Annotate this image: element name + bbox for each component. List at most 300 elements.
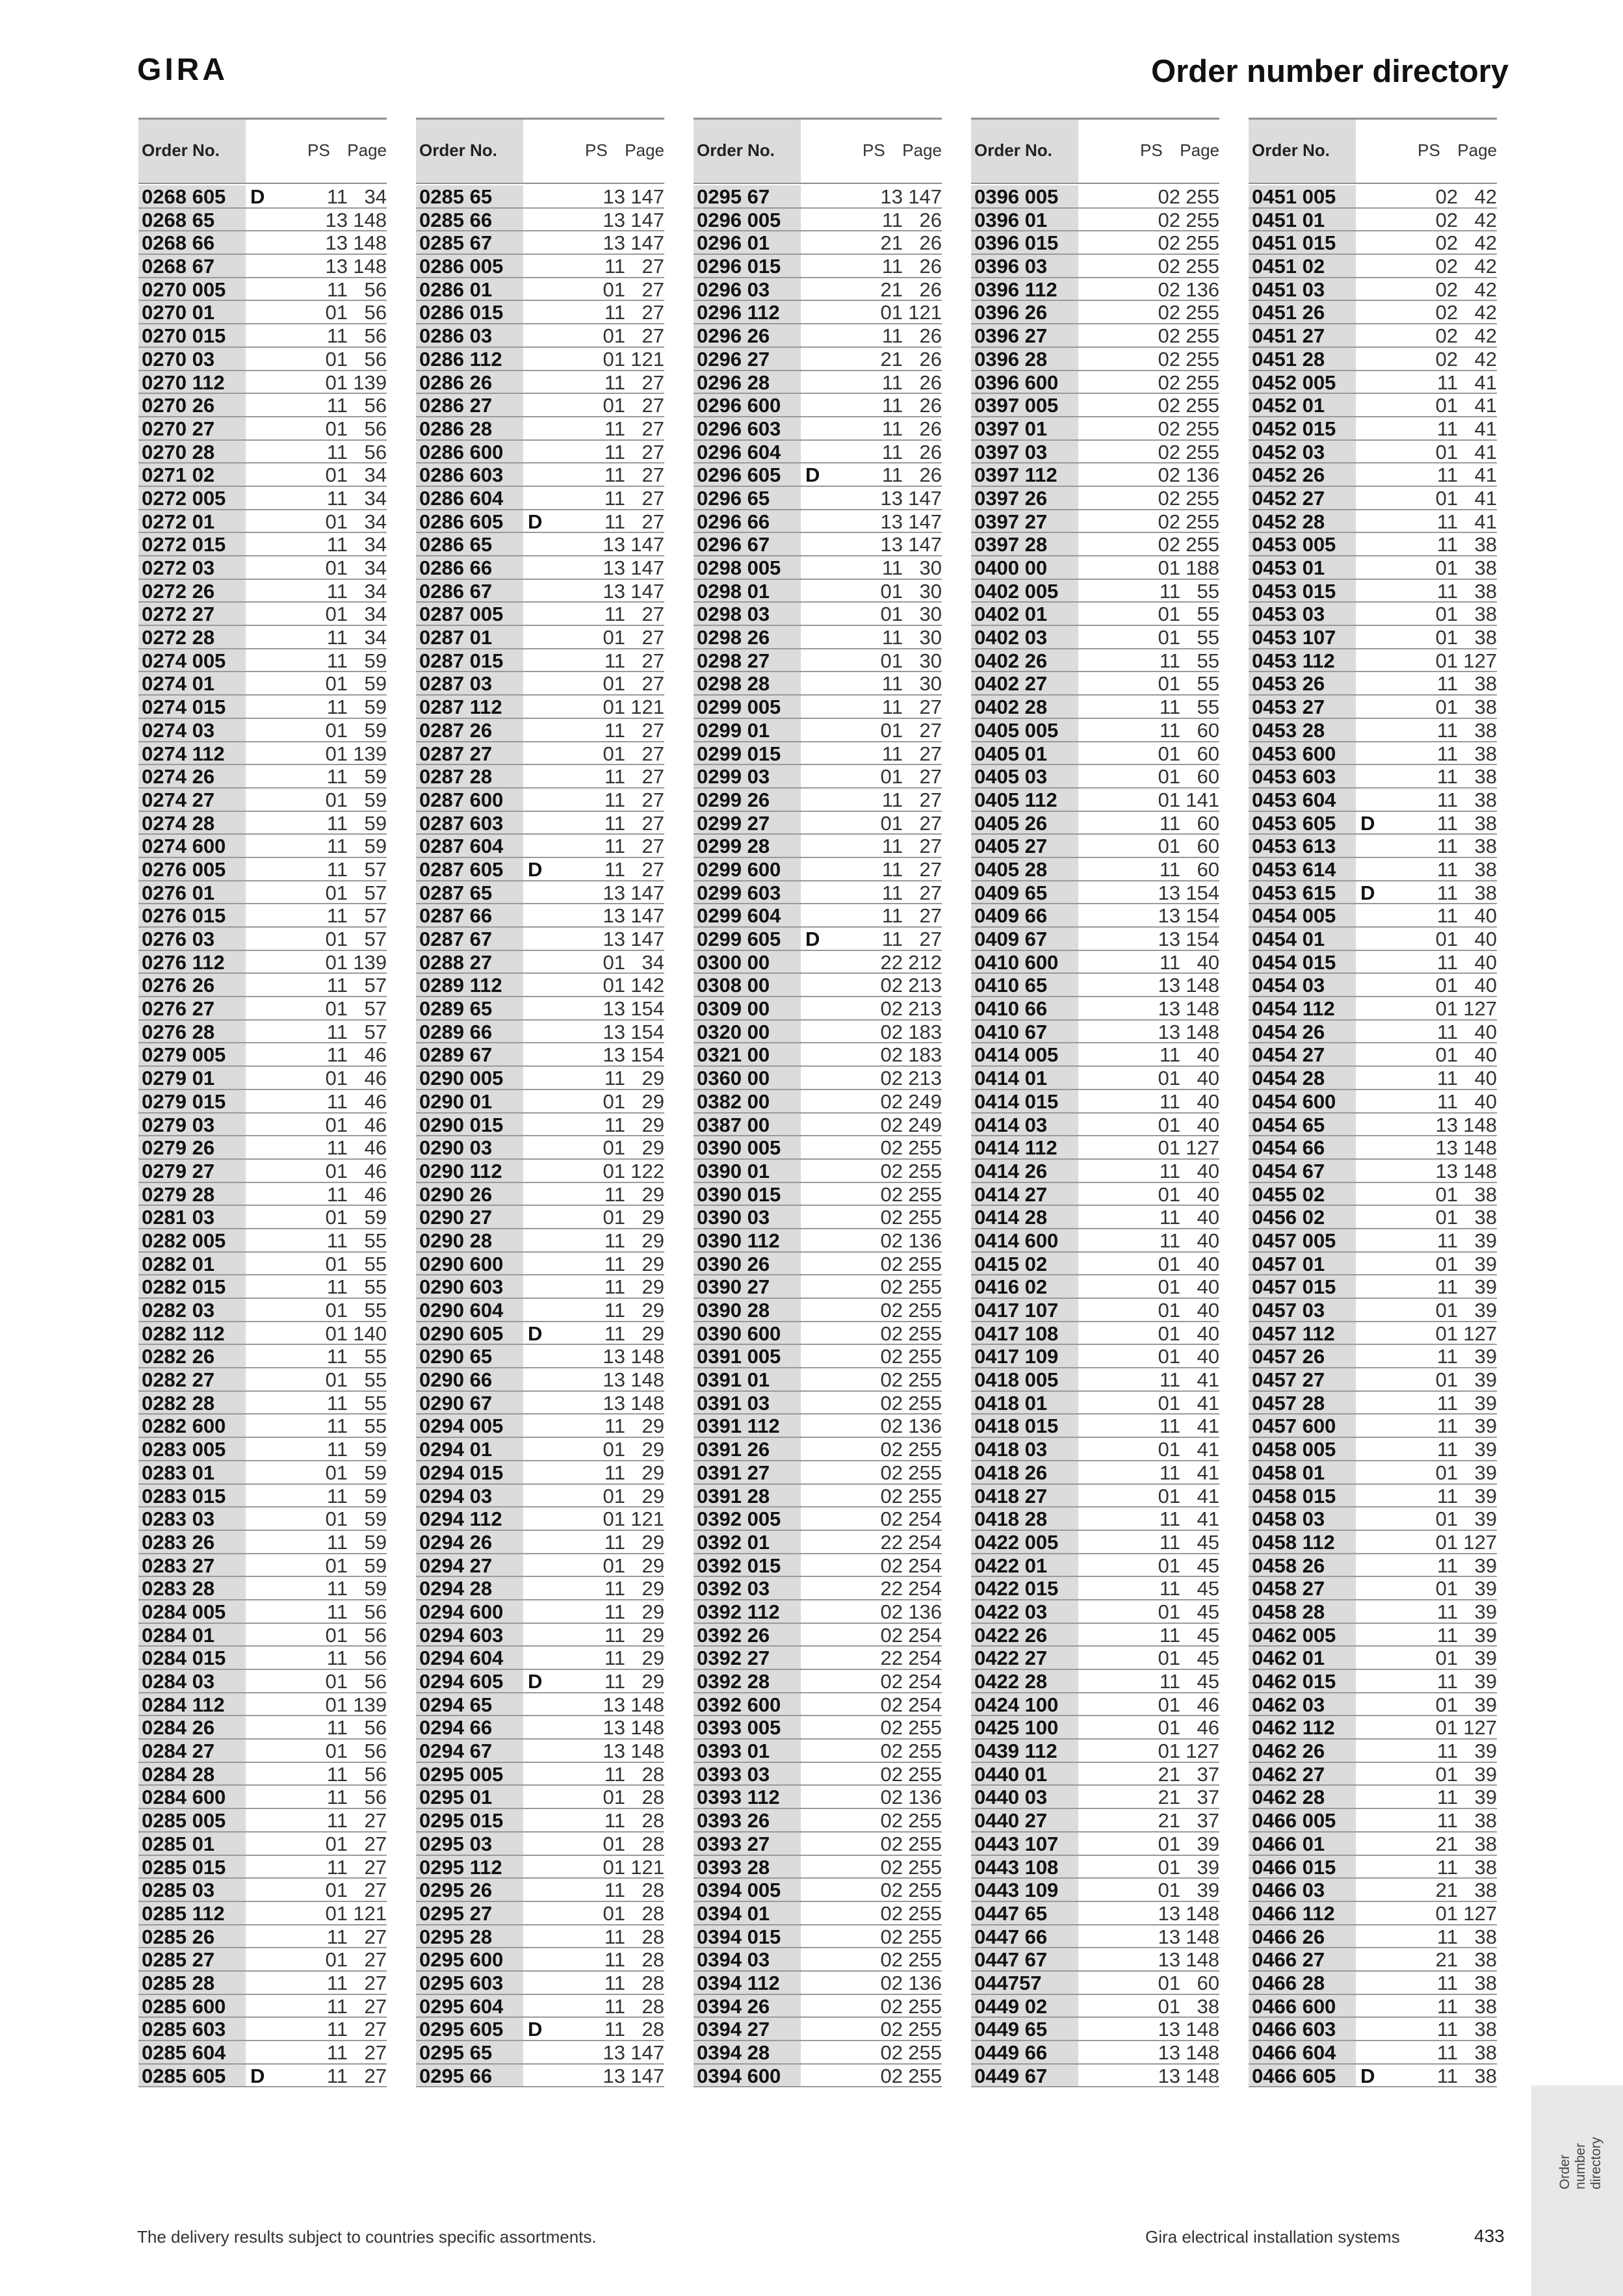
page-ref: 30 xyxy=(919,672,942,696)
page-ref: 28 xyxy=(642,2018,664,2041)
order-number: 0295 112 xyxy=(416,1856,523,1878)
table-row xyxy=(416,1485,664,1508)
page-ref: 55 xyxy=(364,1229,387,1252)
page-ref: 29 xyxy=(642,1322,664,1345)
page-ref: 148 xyxy=(1186,1925,1219,1948)
order-number: 0279 28 xyxy=(138,1183,246,1205)
packaging-size: 11 xyxy=(326,1809,348,1833)
table-row xyxy=(971,997,1219,1021)
order-number: 0453 28 xyxy=(1249,719,1356,741)
table-row xyxy=(971,1322,1219,1346)
page-ref: 254 xyxy=(908,1693,942,1716)
page-ref: 40 xyxy=(1197,1067,1219,1090)
packaging-size: 11 xyxy=(881,696,903,719)
table-row xyxy=(416,1345,664,1368)
table-row xyxy=(416,2041,664,2065)
order-number: 0309 00 xyxy=(694,997,801,1019)
page-ref: 27 xyxy=(642,301,664,324)
page-ref: 28 xyxy=(642,1948,664,1972)
packaging-size: 21 xyxy=(1158,1786,1180,1809)
page-ref: 154 xyxy=(1186,881,1219,904)
table-row xyxy=(1249,1275,1497,1299)
page-ref: 59 xyxy=(364,649,387,672)
page-ref: 27 xyxy=(642,486,664,510)
table-row xyxy=(971,417,1219,441)
page-ref: 26 xyxy=(919,417,942,440)
order-number: 0290 600 xyxy=(416,1253,523,1275)
packaging-size: 11 xyxy=(604,1415,625,1438)
packaging-size: 02 xyxy=(1158,394,1180,417)
packaging-size: 02 xyxy=(880,1740,903,1763)
table-row xyxy=(138,1021,387,1044)
packaging-size: 11 xyxy=(326,974,348,997)
column-header xyxy=(971,118,1219,184)
table-row xyxy=(971,278,1219,302)
packaging-size: 11 xyxy=(1436,1670,1458,1693)
order-number: 0286 26 xyxy=(416,371,523,393)
order-number: 0294 01 xyxy=(416,1438,523,1460)
order-number: 0455 02 xyxy=(1249,1183,1356,1205)
order-number: 0274 005 xyxy=(138,649,246,672)
page-ref: 55 xyxy=(364,1391,387,1415)
page-ref: 27 xyxy=(642,672,664,696)
order-number: 0276 015 xyxy=(138,904,246,926)
page-ref: 29 xyxy=(642,1577,664,1600)
table-row xyxy=(1249,1670,1497,1693)
packaging-size: 11 xyxy=(1159,1159,1180,1182)
page-ref: 136 xyxy=(908,1415,942,1438)
table-row xyxy=(138,1647,387,1670)
order-number: 0391 005 xyxy=(694,1345,801,1367)
order-number: 0268 605 xyxy=(138,185,246,207)
packaging-size: 11 xyxy=(326,1345,348,1368)
page-ref: 255 xyxy=(908,1299,942,1322)
packaging-size: 11 xyxy=(604,835,625,858)
order-number: 0458 27 xyxy=(1249,1577,1356,1599)
page-ref: 139 xyxy=(353,742,387,765)
order-number: 0405 005 xyxy=(971,719,1078,741)
page-ref: 40 xyxy=(1197,1089,1219,1113)
order-number: 0283 26 xyxy=(138,1531,246,1553)
order-number: 0392 112 xyxy=(694,1600,801,1623)
order-number: 0286 604 xyxy=(416,487,523,509)
table-row xyxy=(1249,1716,1497,1740)
order-number: 0284 28 xyxy=(138,1763,246,1785)
order-number: 0394 015 xyxy=(694,1925,801,1948)
page-ref: 38 xyxy=(1474,1832,1497,1855)
order-number: 0276 28 xyxy=(138,1021,246,1043)
packaging-size: 11 xyxy=(326,324,348,348)
table-row xyxy=(138,1902,387,1925)
table-row xyxy=(694,1136,942,1160)
packaging-size: 11 xyxy=(326,835,348,858)
table-row xyxy=(971,1136,1219,1160)
page-ref: 136 xyxy=(908,1971,942,1994)
table-row xyxy=(1249,789,1497,812)
page-ref: 46 xyxy=(364,1067,387,1090)
page-ref: 46 xyxy=(1197,1693,1219,1716)
packaging-size: 01 xyxy=(1158,1994,1180,2018)
packaging-size: 01 xyxy=(325,718,348,742)
table-row xyxy=(416,1995,664,2018)
table-row xyxy=(971,1624,1219,1647)
table-row xyxy=(971,1902,1219,1925)
table-row xyxy=(416,324,664,348)
packaging-size: 02 xyxy=(880,1971,903,1994)
packaging-size: 02 xyxy=(1435,255,1458,278)
packaging-size: 11 xyxy=(326,696,348,719)
design-flag: D xyxy=(528,857,543,881)
order-number: 0296 01 xyxy=(694,231,801,254)
page-ref: 154 xyxy=(1186,904,1219,928)
table-row xyxy=(694,301,942,324)
order-number: 0451 005 xyxy=(1249,185,1356,207)
table-row xyxy=(138,301,387,324)
page-ref: 40 xyxy=(1474,974,1497,997)
packaging-size: 01 xyxy=(325,510,348,533)
order-number: 0417 107 xyxy=(971,1299,1078,1321)
table-row xyxy=(694,1948,942,1972)
page-ref: 45 xyxy=(1197,1623,1219,1647)
packaging-size: 11 xyxy=(604,603,625,626)
order-number: 0287 65 xyxy=(416,881,523,904)
order-number: 0282 01 xyxy=(138,1253,246,1275)
page-ref: 39 xyxy=(1474,1554,1497,1577)
packaging-size: 01 xyxy=(1158,603,1180,626)
page-ref: 57 xyxy=(364,1020,387,1043)
packaging-size: 01 xyxy=(325,1901,348,1925)
order-number: 0418 27 xyxy=(971,1485,1078,1507)
packaging-size: 01 xyxy=(603,1136,625,1160)
order-number: 0294 67 xyxy=(416,1740,523,1762)
page-ref: 148 xyxy=(1186,1948,1219,1972)
packaging-size: 11 xyxy=(1436,579,1458,603)
packaging-size: 13 xyxy=(603,2041,625,2064)
page-ref: 55 xyxy=(364,1275,387,1299)
page-ref: 30 xyxy=(919,626,942,649)
table-row xyxy=(416,974,664,997)
page-ref: 38 xyxy=(1474,742,1497,765)
page-ref: 38 xyxy=(1474,556,1497,579)
order-number: 0394 27 xyxy=(694,2018,801,2040)
order-number: 0457 03 xyxy=(1249,1299,1356,1321)
order-number: 0466 605 xyxy=(1249,2065,1356,2087)
order-number: 0285 603 xyxy=(138,2018,246,2040)
table-row xyxy=(416,1253,664,1276)
order-number: 0282 600 xyxy=(138,1415,246,1437)
packaging-size: 11 xyxy=(604,463,625,487)
page-ref: 38 xyxy=(1474,579,1497,603)
table-row xyxy=(416,1021,664,1044)
order-number: 0410 600 xyxy=(971,951,1078,973)
packaging-size: 11 xyxy=(604,1623,625,1647)
packaging-size: 11 xyxy=(604,718,625,742)
table-row xyxy=(971,2041,1219,2065)
table-column xyxy=(138,118,387,2087)
table-row xyxy=(694,765,942,789)
packaging-size: 01 xyxy=(325,371,348,394)
table-row xyxy=(1249,1786,1497,1809)
order-number: 0452 26 xyxy=(1249,463,1356,486)
page-ref: 26 xyxy=(919,440,942,463)
order-number: 0299 26 xyxy=(694,789,801,811)
page-ref: 45 xyxy=(1197,1647,1219,1670)
order-number: 0274 112 xyxy=(138,742,246,764)
page-ref: 55 xyxy=(1197,603,1219,626)
page-ref: 148 xyxy=(630,1368,664,1392)
order-number: 0402 01 xyxy=(971,603,1078,625)
order-number: 0451 015 xyxy=(1249,231,1356,254)
design-flag: D xyxy=(250,185,265,208)
table-row xyxy=(138,1786,387,1809)
table-row xyxy=(694,231,942,255)
table-row xyxy=(694,1322,942,1346)
table-row xyxy=(138,1392,387,1415)
table-row xyxy=(138,812,387,835)
packaging-size: 01 xyxy=(1435,626,1458,649)
order-number: 0396 600 xyxy=(971,371,1078,393)
order-number: 0270 03 xyxy=(138,348,246,370)
table-row xyxy=(1249,1438,1497,1461)
packaging-size: 11 xyxy=(1159,1670,1180,1693)
order-number: 0294 27 xyxy=(416,1554,523,1576)
table-row xyxy=(416,1531,664,1554)
packaging-size: 02 xyxy=(880,1716,903,1740)
page-ref: 183 xyxy=(908,1043,942,1067)
page-ref: 41 xyxy=(1197,1484,1219,1507)
packaging-size: 02 xyxy=(880,1484,903,1507)
page-ref: 255 xyxy=(908,1461,942,1484)
packaging-size: 01 xyxy=(325,1368,348,1392)
table-row xyxy=(416,510,664,534)
page-ref: 60 xyxy=(1197,718,1219,742)
table-row xyxy=(416,533,664,556)
order-number: 0391 28 xyxy=(694,1485,801,1507)
table-row xyxy=(694,2065,942,2088)
order-number: 0453 005 xyxy=(1249,533,1356,555)
table-row xyxy=(1249,324,1497,348)
order-number: 0294 600 xyxy=(416,1600,523,1623)
packaging-size: 01 xyxy=(1435,1901,1458,1925)
table-row xyxy=(694,1693,942,1717)
page-ref: 255 xyxy=(1186,301,1219,324)
packaging-size: 01 xyxy=(1158,1182,1180,1206)
packaging-size: 01 xyxy=(1158,1693,1180,1716)
packaging-size: 11 xyxy=(881,255,903,278)
order-number: 0397 01 xyxy=(971,417,1078,439)
table-row xyxy=(1249,1183,1497,1207)
order-number: 0458 005 xyxy=(1249,1438,1356,1460)
table-row xyxy=(971,348,1219,371)
page-ref: 27 xyxy=(919,718,942,742)
order-number: 0290 28 xyxy=(416,1229,523,1251)
page-ref: 45 xyxy=(1197,1577,1219,1600)
table-row xyxy=(138,1183,387,1207)
table-row xyxy=(416,649,664,673)
page-ref: 56 xyxy=(364,1716,387,1740)
page-ref: 28 xyxy=(642,1809,664,1833)
order-number: 0466 27 xyxy=(1249,1948,1356,1970)
order-number: 0447 67 xyxy=(971,1948,1078,1970)
packaging-size: 02 xyxy=(880,1415,903,1438)
page-ref: 27 xyxy=(919,811,942,835)
table-row xyxy=(694,719,942,742)
page-ref: 38 xyxy=(1474,1809,1497,1833)
packaging-size: 13 xyxy=(603,928,625,950)
page-ref: 41 xyxy=(1197,1438,1219,1461)
page-ref: 40 xyxy=(1474,1089,1497,1113)
page-ref: 46 xyxy=(364,1043,387,1067)
page-ref: 26 xyxy=(919,208,942,231)
table-row xyxy=(138,1485,387,1508)
packaging-size: 11 xyxy=(1159,1206,1180,1229)
page-ref: 39 xyxy=(1197,1855,1219,1879)
page-ref: 46 xyxy=(364,1159,387,1182)
order-number: 0397 005 xyxy=(971,394,1078,416)
page-ref: 127 xyxy=(1463,1322,1497,1345)
packaging-size: 13 xyxy=(603,997,625,1021)
table-row xyxy=(416,1925,664,1949)
table-row xyxy=(138,1763,387,1786)
page-ref: 40 xyxy=(1474,928,1497,950)
page-ref: 38 xyxy=(1474,533,1497,556)
order-number: 0405 01 xyxy=(971,742,1078,764)
order-number: 0295 005 xyxy=(416,1763,523,1785)
page-ref: 38 xyxy=(1474,881,1497,904)
order-number: 0284 26 xyxy=(138,1716,246,1738)
packaging-size: 01 xyxy=(325,1693,348,1716)
packaging-size: 01 xyxy=(1435,1762,1458,1786)
packaging-size: 02 xyxy=(1158,486,1180,510)
packaging-size: 01 xyxy=(325,417,348,440)
page-ref: 27 xyxy=(642,463,664,487)
page-ref: 27 xyxy=(919,765,942,789)
packaging-size: 02 xyxy=(1435,301,1458,324)
page-ref: 255 xyxy=(1186,185,1219,208)
packaging-size: 11 xyxy=(881,440,903,463)
page-ref: 42 xyxy=(1474,278,1497,301)
table-row xyxy=(694,580,942,603)
packaging-size: 02 xyxy=(1158,185,1180,208)
footer-note: The delivery results subject to countries specific assortments. xyxy=(137,2227,597,2247)
packaging-size: 01 xyxy=(1158,1391,1180,1415)
order-number: 0410 65 xyxy=(971,974,1078,996)
table-row xyxy=(971,1670,1219,1693)
table-row xyxy=(971,603,1219,626)
table-row xyxy=(416,1693,664,1717)
design-flag: D xyxy=(250,2064,265,2087)
table-row xyxy=(138,348,387,371)
order-number: 0287 603 xyxy=(416,812,523,834)
table-row xyxy=(971,904,1219,928)
order-number: 0290 604 xyxy=(416,1299,523,1321)
order-number: 0299 01 xyxy=(694,719,801,741)
packaging-size: 11 xyxy=(604,301,625,324)
order-number: 0299 005 xyxy=(694,696,801,718)
page-ref: 29 xyxy=(642,1182,664,1206)
order-number: 0452 03 xyxy=(1249,441,1356,463)
packaging-size: 01 xyxy=(880,579,903,603)
order-number: 0462 28 xyxy=(1249,1786,1356,1808)
order-number: 0287 66 xyxy=(416,904,523,926)
page-ref: 46 xyxy=(364,1113,387,1136)
column-header xyxy=(138,118,387,184)
page-ref: 148 xyxy=(630,1740,664,1763)
order-number: 0284 600 xyxy=(138,1786,246,1808)
order-number: 0296 26 xyxy=(694,324,801,346)
order-number: 0390 03 xyxy=(694,1206,801,1228)
order-number: 0466 015 xyxy=(1249,1856,1356,1878)
table-row xyxy=(971,1693,1219,1717)
packaging-size: 01 xyxy=(1158,742,1180,765)
table-row xyxy=(694,928,942,951)
order-number: 0466 26 xyxy=(1249,1925,1356,1948)
packaging-size: 11 xyxy=(1436,417,1458,440)
packaging-size: 11 xyxy=(326,440,348,463)
page-ref: 255 xyxy=(1186,533,1219,556)
table-row xyxy=(138,1972,387,1995)
order-number: 0299 28 xyxy=(694,835,801,857)
page-ref: 56 xyxy=(364,440,387,463)
packaging-size: 11 xyxy=(1436,1809,1458,1833)
order-number: 0396 01 xyxy=(971,209,1078,231)
page-ref: 148 xyxy=(1186,1020,1219,1043)
table-row xyxy=(1249,2065,1497,2088)
packaging-size: 11 xyxy=(326,1136,348,1160)
table-row xyxy=(416,928,664,951)
table-row xyxy=(694,1972,942,1995)
order-number: 0440 01 xyxy=(971,1763,1078,1785)
page-ref: 254 xyxy=(908,1670,942,1693)
table-row xyxy=(138,1275,387,1299)
table-row xyxy=(416,1554,664,1578)
table-row xyxy=(1249,904,1497,928)
page-ref: 40 xyxy=(1197,950,1219,974)
order-number: 0276 27 xyxy=(138,997,246,1019)
order-number: 0402 26 xyxy=(971,649,1078,672)
order-number: 0440 27 xyxy=(971,1809,1078,1831)
packaging-size: 11 xyxy=(326,857,348,881)
order-number: 0462 112 xyxy=(1249,1716,1356,1738)
table-row xyxy=(694,1809,942,1833)
table-row xyxy=(416,463,664,487)
table-row xyxy=(1249,719,1497,742)
table-row xyxy=(138,1600,387,1624)
order-number: 0299 603 xyxy=(694,881,801,904)
table-row xyxy=(971,1856,1219,1879)
table-row xyxy=(416,672,664,696)
table-row xyxy=(971,487,1219,510)
page-ref: 255 xyxy=(908,1855,942,1879)
order-number: 0289 65 xyxy=(416,997,523,1019)
packaging-size: 11 xyxy=(1436,904,1458,928)
packaging-size: 11 xyxy=(1159,1415,1180,1438)
design-flag: D xyxy=(805,928,820,950)
page-ref: 40 xyxy=(1197,1252,1219,1275)
packaging-size: 11 xyxy=(881,904,903,928)
order-number: 0454 015 xyxy=(1249,951,1356,973)
packaging-size: 01 xyxy=(603,1786,625,1809)
page-ref: 39 xyxy=(1474,1229,1497,1252)
order-number: 0458 03 xyxy=(1249,1507,1356,1530)
table-row xyxy=(138,1554,387,1578)
table-row xyxy=(138,1368,387,1392)
table-row xyxy=(138,1809,387,1833)
page-ref: 255 xyxy=(908,1484,942,1507)
page-ref: 38 xyxy=(1474,1971,1497,1994)
order-number: 0274 26 xyxy=(138,765,246,787)
packaging-size: 11 xyxy=(1436,1623,1458,1647)
